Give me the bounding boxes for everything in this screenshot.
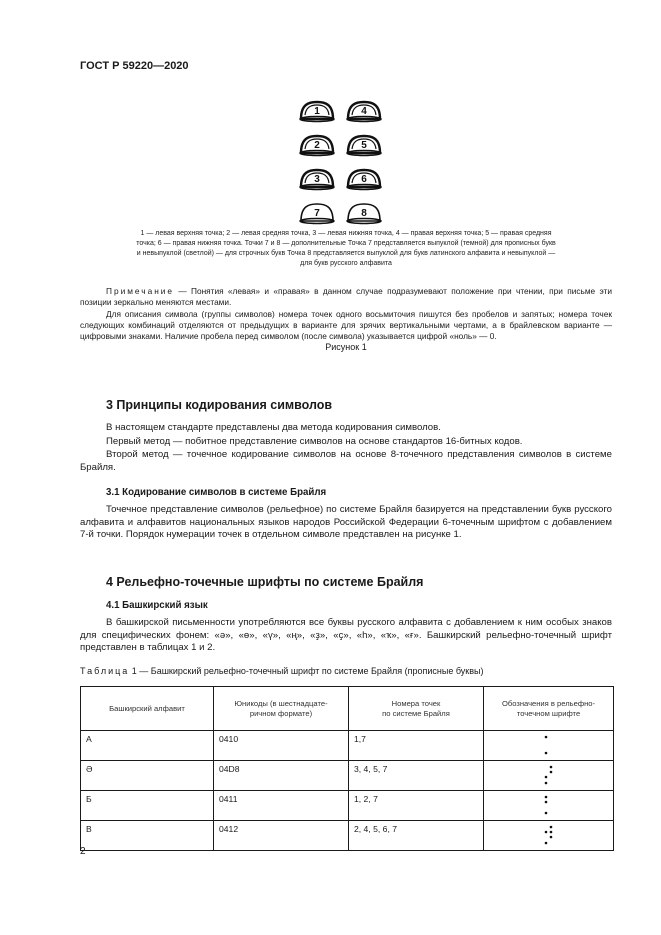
braille-dot-figure (298, 92, 402, 228)
legend-line: 1 — левая верхняя точка; 2 — левая средняя точка, 3 — левая нижняя точка, 4 — правая верхняя точка; 5 — правая средняя (140, 230, 552, 237)
braille-dome-8 (347, 204, 381, 224)
braille-dome-5 (347, 136, 381, 156)
header-alphabet: Башкирский алфавит (81, 687, 214, 731)
braille-dot-3 (544, 775, 547, 778)
unicode-cell: 0410 (214, 731, 349, 761)
dot-number-label: 8 (361, 208, 367, 219)
braille-symbol-cell (484, 731, 614, 761)
section-3-1-title: 3.1 Кодирование символов в системе Брайля (106, 487, 327, 498)
figure-note (80, 286, 612, 308)
braille-dot-7 (544, 781, 547, 784)
bashkir-braille-table (80, 686, 614, 851)
dot-number-label: 1 (314, 106, 320, 117)
braille-dot-7 (544, 811, 547, 814)
header-unicode: Юникоды (в шестнадцате- ричном формате) (214, 687, 349, 731)
letter-cell: Б (81, 791, 214, 821)
braille-dot-5 (549, 770, 552, 773)
header-braille-symbol: Обозначения в рельефно- точечном шрифте (484, 687, 614, 731)
dot-number-label: 2 (314, 140, 320, 151)
braille-dome-4 (347, 102, 381, 122)
braille-dot-4 (549, 825, 552, 828)
table-row (81, 731, 614, 761)
braille-symbol (541, 763, 557, 787)
dot-number-label: 6 (361, 174, 367, 185)
section-3-paragraph-1: В настоящем стандарте представлены два метода кодирования символов. (106, 422, 441, 433)
dot-numbers-cell: 2, 4, 5, 6, 7 (349, 821, 484, 851)
figure-legend (80, 229, 612, 269)
legend-line: для букв русского алфавита (300, 260, 392, 267)
page-number: 2 (80, 846, 86, 857)
figure-caption: Рисунок 1 (325, 342, 367, 352)
braille-dome-3 (300, 170, 334, 190)
dot-number-label: 3 (314, 174, 320, 185)
table-row (81, 821, 614, 851)
braille-dot-4 (549, 765, 552, 768)
document-header: ГОСТ Р 59220—2020 (80, 60, 189, 72)
dot-numbers-cell: 1, 2, 7 (349, 791, 484, 821)
legend-line: и невыпуклой (светлой) — для строчных букв Точка 8 представляется выпуклой для букв латинского алфавита и невыпуклой — (136, 250, 556, 257)
unicode-cell: 0412 (214, 821, 349, 851)
table-row (81, 791, 614, 821)
legend-line: точка; 6 — правая нижняя точка. Точки 7 и 8 — дополнительные Точка 7 представляется выпуклой (темной) для прописных букв (136, 240, 556, 247)
note-text: — Понятия «левая» и «правая» в данном случае подразумевают положение при чтении, при письме эти позиции зеркально меняются местами. (80, 286, 612, 307)
letter-cell: Ә (81, 761, 214, 791)
braille-dot-7 (544, 841, 547, 844)
letter-cell: А (81, 731, 214, 761)
braille-symbol-cell (484, 821, 614, 851)
dot-numbers-cell: 1,7 (349, 731, 484, 761)
dot-number-label: 5 (361, 140, 367, 151)
table-row (81, 761, 614, 791)
dot-number-label: 7 (314, 208, 320, 219)
table-caption-label: Таблица (80, 666, 130, 676)
braille-dome-2 (300, 136, 334, 156)
braille-dot-2 (544, 800, 547, 803)
braille-symbol (541, 823, 557, 847)
braille-dot-1 (544, 795, 547, 798)
braille-dome-6 (347, 170, 381, 190)
letter-cell: В (81, 821, 214, 851)
braille-symbol (541, 793, 557, 817)
section-3-title: 3 Принципы кодирования символов (106, 398, 333, 412)
braille-symbol-cell (484, 791, 614, 821)
braille-dome-7 (300, 204, 334, 224)
braille-symbol-cell (484, 761, 614, 791)
braille-symbol (541, 733, 557, 757)
section-4-1-text: В башкирской письменности употребляются все буквы русского алфавита с добавлением к ним особых знаков для специфических фонем: «ә», «ө», «ү», «ң», «ҙ», «ҫ», «һ», «ҡ», «ғ». Башкирский рельефно-точечный шрифт представлен в таблицах 1 и 2. (80, 617, 612, 653)
section-3-1-text: Точечное представление символов (рельефное) по системе Брайля базируется на представлении букв русского алфавита и алфавитов национальных языков народов Российской Федерации 6-точечным шрифтом с добавлением 7-й точки. Порядок нумерации точек в отдельном символе представлен на рисунке 1. (80, 504, 612, 540)
braille-dot-6 (549, 835, 552, 838)
table-caption-text: 1 — Башкирский рельефно-точечный шрифт по системе Брайля (прописные буквы) (129, 666, 484, 676)
braille-dot-1 (544, 735, 547, 738)
section-3-paragraph-3: Второй метод — точечное кодирование символов на основе 8-точечного представления символов в системе Брайля. (80, 449, 612, 473)
note-label: Примечание (106, 286, 175, 296)
braille-dot-2 (544, 830, 547, 833)
method-paragraph: Для описания символа (группы символов) номера точек одного восьмиточия пишутся без пробелов и запятых; номера точек следующих комбинаций отделяются от предыдущих в варианте для зрячих вертикальными чертами, а в брайлевском варианте — цифровыми знаками. Наличие пробела перед символом (после символа) указывается цифрой «ноль» — 0. (80, 309, 612, 341)
braille-dot-5 (549, 830, 552, 833)
section-4-title: 4 Рельефно-точечные шрифты по системе Брайля (106, 575, 424, 589)
dot-numbers-cell: 3, 4, 5, 7 (349, 761, 484, 791)
braille-dome-1 (300, 102, 334, 122)
section-4-1-title: 4.1 Башкирский язык (106, 600, 208, 611)
braille-dot-7 (544, 751, 547, 754)
unicode-cell: 0411 (214, 791, 349, 821)
table-header-row (81, 687, 614, 731)
header-dot-numbers: Номера точек по системе Брайля (349, 687, 484, 731)
section-3-paragraph-2: Первый метод — побитное представление символов на основе стандартов 16-битных кодов. (106, 436, 523, 447)
unicode-cell: 04D8 (214, 761, 349, 791)
dot-number-label: 4 (361, 106, 367, 117)
table-caption (80, 666, 483, 676)
